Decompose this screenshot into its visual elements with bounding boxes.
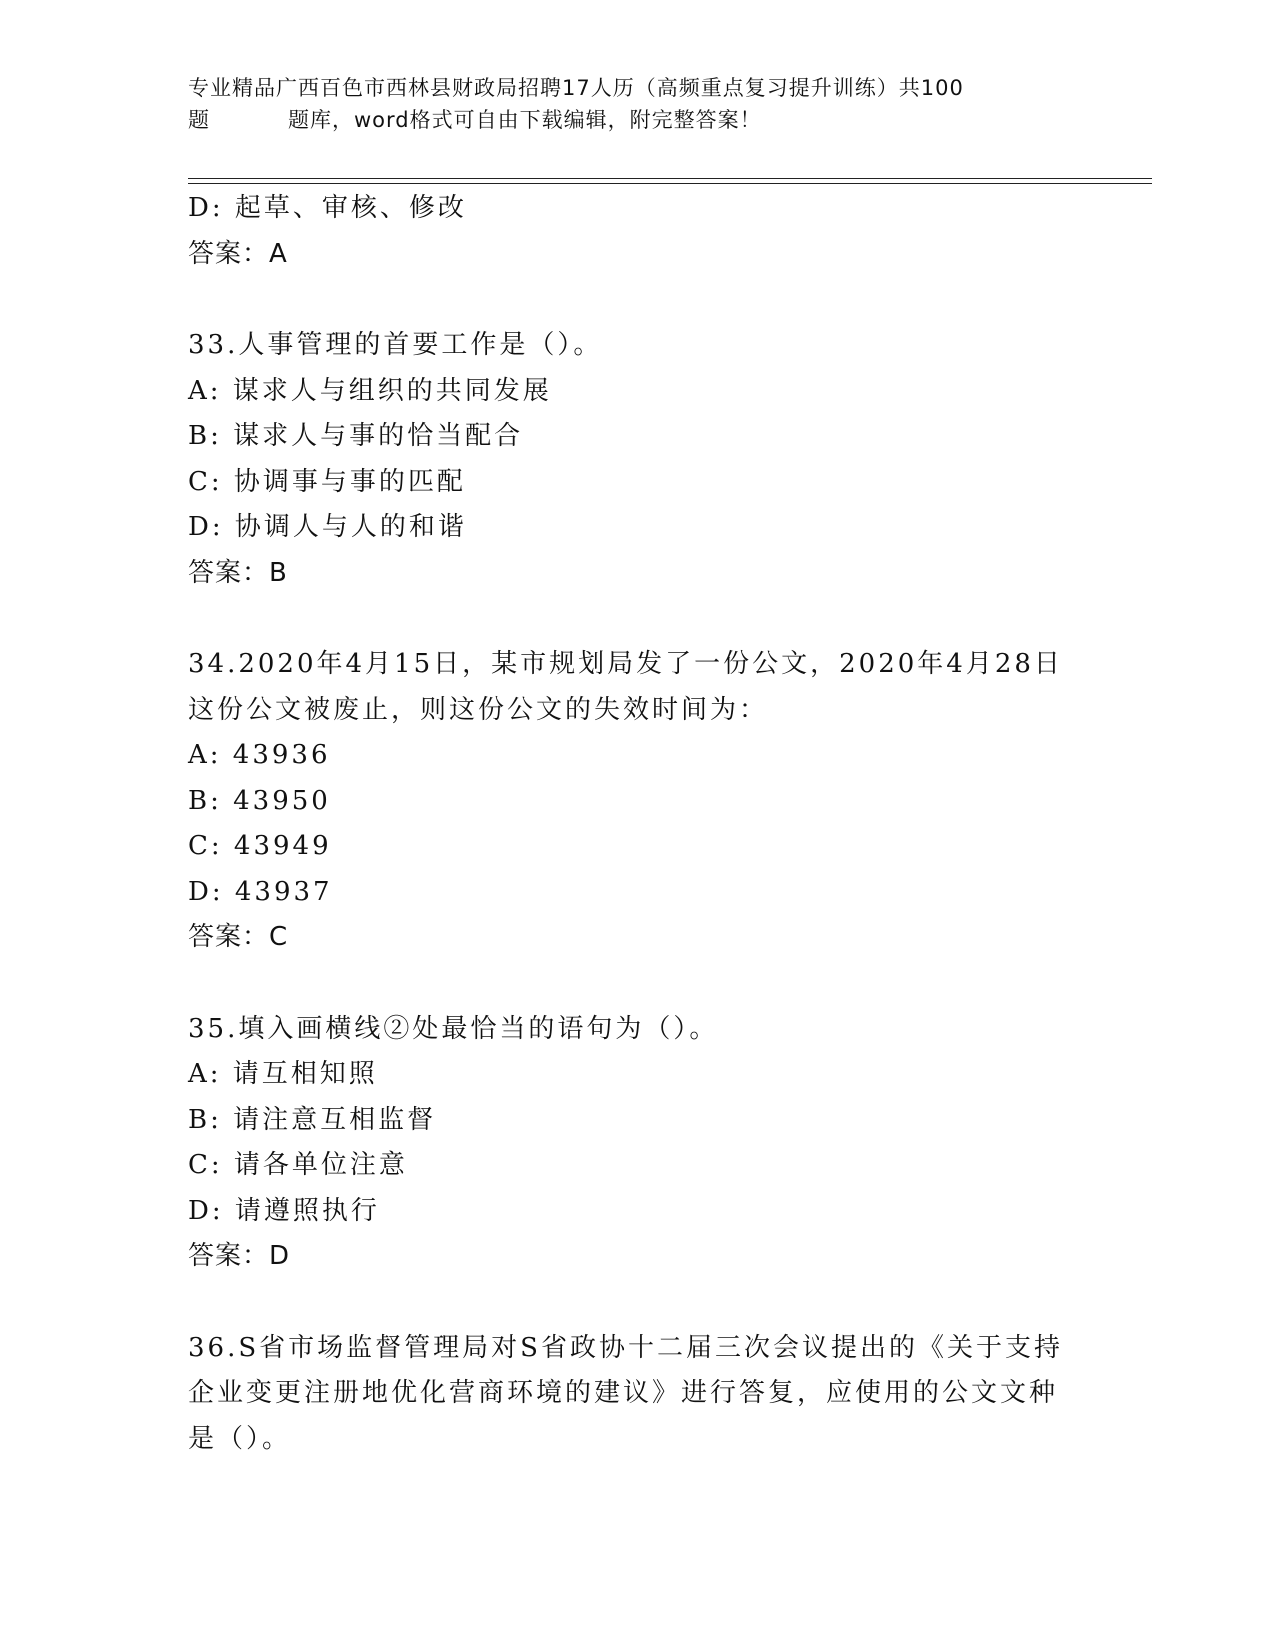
question-content [188,186,1088,1462]
option-a: A: 谋求人与组织的共同发展 [188,375,552,406]
header-divider-top [188,178,1152,179]
option-d: D: 起草、审核、修改 [188,193,467,223]
question-stem-line3: 是（）。 [188,1423,292,1454]
header-title-line1: 专业精品广西百色市西林县财政局招聘17人历（高频重点复习提升训练）共100 [188,76,964,100]
question-stem-line2: 这份公文被废止，则这份公文的失效时间为： [188,694,769,725]
option-b: B: 43950 [188,785,331,816]
question-stem: 33.人事管理的首要工作是（）。 [188,330,603,360]
question-36 [188,1326,1088,1463]
question-stem-line1: 34.2020年4月15日，某市规划局发了一份公文，2020年4月28日 [188,649,1063,679]
option-a: A: 43936 [188,740,331,770]
answer-line: 答案：C [188,922,289,952]
question-35 [188,1007,1088,1280]
question-33 [188,323,1088,596]
header-divider-bottom [188,183,1152,184]
option-c: C: 请各单位注意 [188,1150,408,1180]
option-d: D: 请遵照执行 [188,1195,380,1226]
option-a: A: 请互相知照 [188,1059,378,1089]
option-b: B: 请注意互相监督 [188,1104,437,1135]
option-c: C: 协调事与事的匹配 [188,466,466,497]
question-stem-line1: 36.S省市场监督管理局对S省政协十二届三次会议提出的《关于支持 [188,1332,1063,1363]
document-header [188,72,1068,136]
question-34 [188,642,1088,961]
header-line2-lead: 题 [188,108,210,132]
option-c: C: 43949 [188,831,332,861]
answer-line: 答案：B [188,557,288,588]
answer-line: 答案：D [188,1241,291,1271]
header-line2-text: 题库，word格式可自由下载编辑，附完整答案！ [288,108,762,132]
header-title-line2 [188,104,1068,136]
question-stem-line2: 企业变更注册地优化营商环境的建议》进行答复，应使用的公文文种 [188,1378,1059,1408]
option-d: D: 协调人与人的和谐 [188,512,467,542]
question-32-tail [188,186,1088,277]
answer-line: 答案：A [188,238,288,269]
option-d: D: 43937 [188,876,333,907]
question-stem: 35.填入画横线②处最恰当的语句为（）。 [188,1013,719,1044]
option-b: B: 谋求人与事的恰当配合 [188,421,524,451]
